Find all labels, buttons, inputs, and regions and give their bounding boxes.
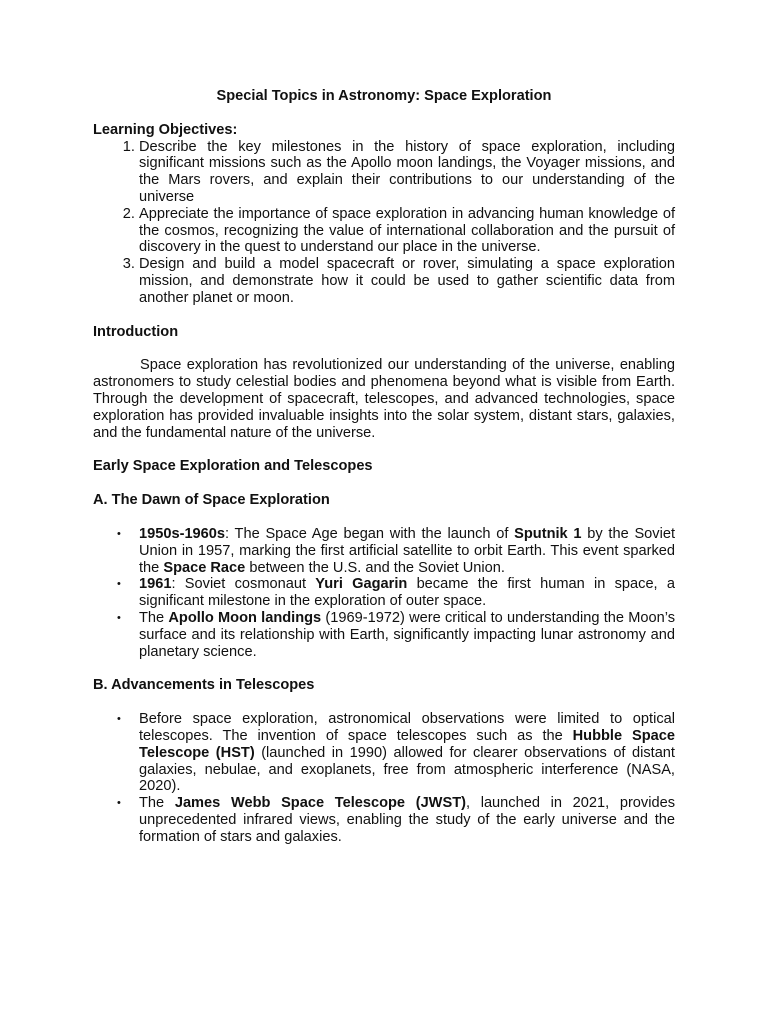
learning-objectives-heading: Learning Objectives: — [93, 121, 238, 138]
list-item: • 1961: Soviet cosmonaut Yuri Gagarin became the first human in space, a significant milestone in the exploration of outer space. — [117, 576, 675, 610]
dawn-heading: A. The Dawn of Space Exploration — [93, 492, 330, 509]
bold-text: Apollo Moon landings — [168, 609, 322, 626]
bold-text: Sputnik 1 — [514, 525, 582, 542]
bold-text: 1950s-1960s — [139, 525, 226, 542]
bullet-icon: • — [117, 527, 121, 540]
list-item: • The Apollo Moon landings (1969-1972) were critical to understanding the Moon’s surface and its relationship with Earth, significantly impacting lunar astronomy and planetary science. — [117, 609, 676, 660]
document-title: Special Topics in Astronomy: Space Exploration — [216, 88, 552, 104]
bold-text: Hubble Space Telescope (HST) — [139, 727, 675, 761]
objectives-list — [93, 139, 675, 307]
bullet-icon: • — [117, 713, 121, 726]
bullet-icon: • — [117, 797, 121, 810]
introduction-paragraph: Space exploration has revolutionized our understanding of the universe, enabling astronomers to study celestial bodies and phenomena beyond what is visible from Earth. Through the development of spacecraft, telescopes, and advanced technologies, space exploration has provided invaluable insights into the solar system, distant stars, galaxies, and the fundamental nature of the universe. — [93, 357, 675, 441]
objective-item: 3. Design and build a model spacecraft or rover, simulating a space exploration mission, and demonstrate how it could be used to gather scientific data from another planet or moon. — [139, 256, 675, 306]
objective-item: 2. Appreciate the importance of space exploration in advancing human knowledge of the cosmos, recognizing the value of international collaboration and the pursuit of discovery in the quest to understand our place in the universe. — [139, 206, 675, 256]
objective-item: 1. Describe the key milestones in the history of space exploration, including significant missions such as the Apollo moon landings, the Voyager missions, and the Mars rovers, and explain their contributions to our understanding of the universe — [139, 139, 675, 206]
telescopes-bullet-list — [93, 711, 675, 845]
list-item: • 1950s-1960s: The Space Age began with the launch of Sputnik 1 by the Soviet Union in 1957, marking the first artificial satellite to orbit Earth. This event sparked the Space Race between the U.S. and the Soviet Union. — [117, 525, 676, 576]
list-item: • The James Webb Space Telescope (JWST), launched in 2021, provides unprecedented infrared views, enabling the study of the early universe and the formation of stars and galaxies. — [117, 795, 675, 845]
bold-text: Space Race — [163, 559, 246, 576]
introduction-heading: Introduction — [93, 323, 179, 340]
telescopes-heading: B. Advancements in Telescopes — [93, 677, 315, 694]
list-item: • Before space exploration, astronomical observations were limited to optical telescopes. The invention of space telescopes such as the Hubble Space Telescope (HST) (launched in 1990) allowed for clearer observations of distant galaxies, nebulae, and exoplanets, free from atmospheric interference (NASA, 2020). — [117, 711, 675, 795]
bold-text: Yuri Gagarin — [315, 576, 408, 593]
bullet-icon: • — [117, 578, 121, 591]
dawn-bullet-list — [93, 526, 675, 660]
bold-text: James Webb Space Telescope (JWST) — [174, 795, 466, 812]
document-page — [93, 88, 675, 845]
bullet-icon: • — [117, 611, 121, 624]
bold-text: 1961 — [139, 576, 172, 593]
early-exploration-heading: Early Space Exploration and Telescopes — [93, 458, 373, 475]
